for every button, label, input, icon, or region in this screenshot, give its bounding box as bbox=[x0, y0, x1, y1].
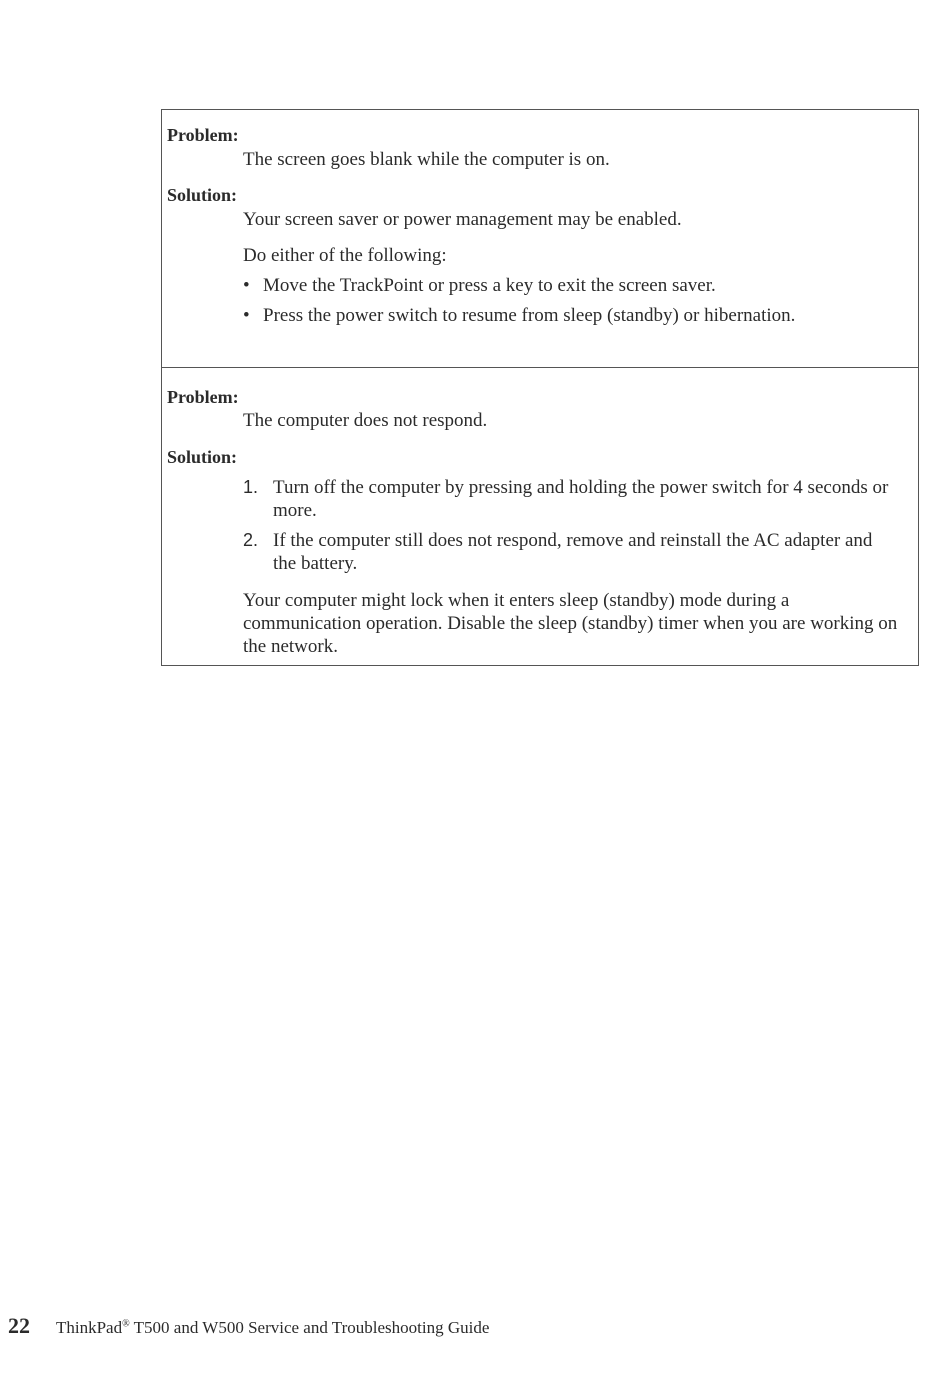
step-number: 1. bbox=[243, 477, 259, 497]
solution-label: Solution: bbox=[167, 447, 238, 467]
problem-label: Problem: bbox=[167, 387, 239, 407]
solution-intro: Your screen saver or power management may be enabled. bbox=[243, 209, 682, 230]
bullet-item: Move the TrackPoint or press a key to exit the screen saver. bbox=[263, 275, 716, 296]
solution-lead: Do either of the following: bbox=[243, 245, 447, 266]
solution-note: Your computer might lock when it enters sleep (standby) mode during a communication operation. Disable the sleep (standby) timer when you are working on the network. bbox=[243, 590, 898, 657]
title-rest: T500 and W500 Service and Troubleshooting Guide bbox=[129, 1318, 490, 1337]
bullet-marker: • bbox=[243, 275, 250, 296]
troubleshooting-table bbox=[161, 109, 919, 666]
document-title bbox=[56, 1318, 489, 1337]
registered-mark: ® bbox=[122, 1318, 130, 1330]
step-number: 2. bbox=[243, 530, 259, 550]
problem-label: Problem: bbox=[167, 125, 239, 145]
page-number: 22 bbox=[8, 1313, 30, 1338]
bullet-item: Press the power switch to resume from sleep (standby) or hibernation. bbox=[263, 305, 796, 326]
troubleshooting-entry bbox=[162, 368, 918, 665]
step-text: Turn off the computer by pressing and holding the power switch for 4 seconds or more. bbox=[273, 477, 889, 521]
step-text: If the computer still does not respond, remove and reinstall the AC adapter and the battery. bbox=[273, 530, 873, 574]
problem-text: The computer does not respond. bbox=[243, 410, 488, 431]
problem-text: The screen goes blank while the computer is on. bbox=[243, 149, 610, 170]
page-footer bbox=[8, 1313, 489, 1339]
troubleshooting-entry bbox=[162, 110, 918, 368]
bullet-marker: • bbox=[243, 305, 250, 326]
title-brand: ThinkPad bbox=[56, 1318, 123, 1337]
solution-label: Solution: bbox=[167, 185, 238, 205]
